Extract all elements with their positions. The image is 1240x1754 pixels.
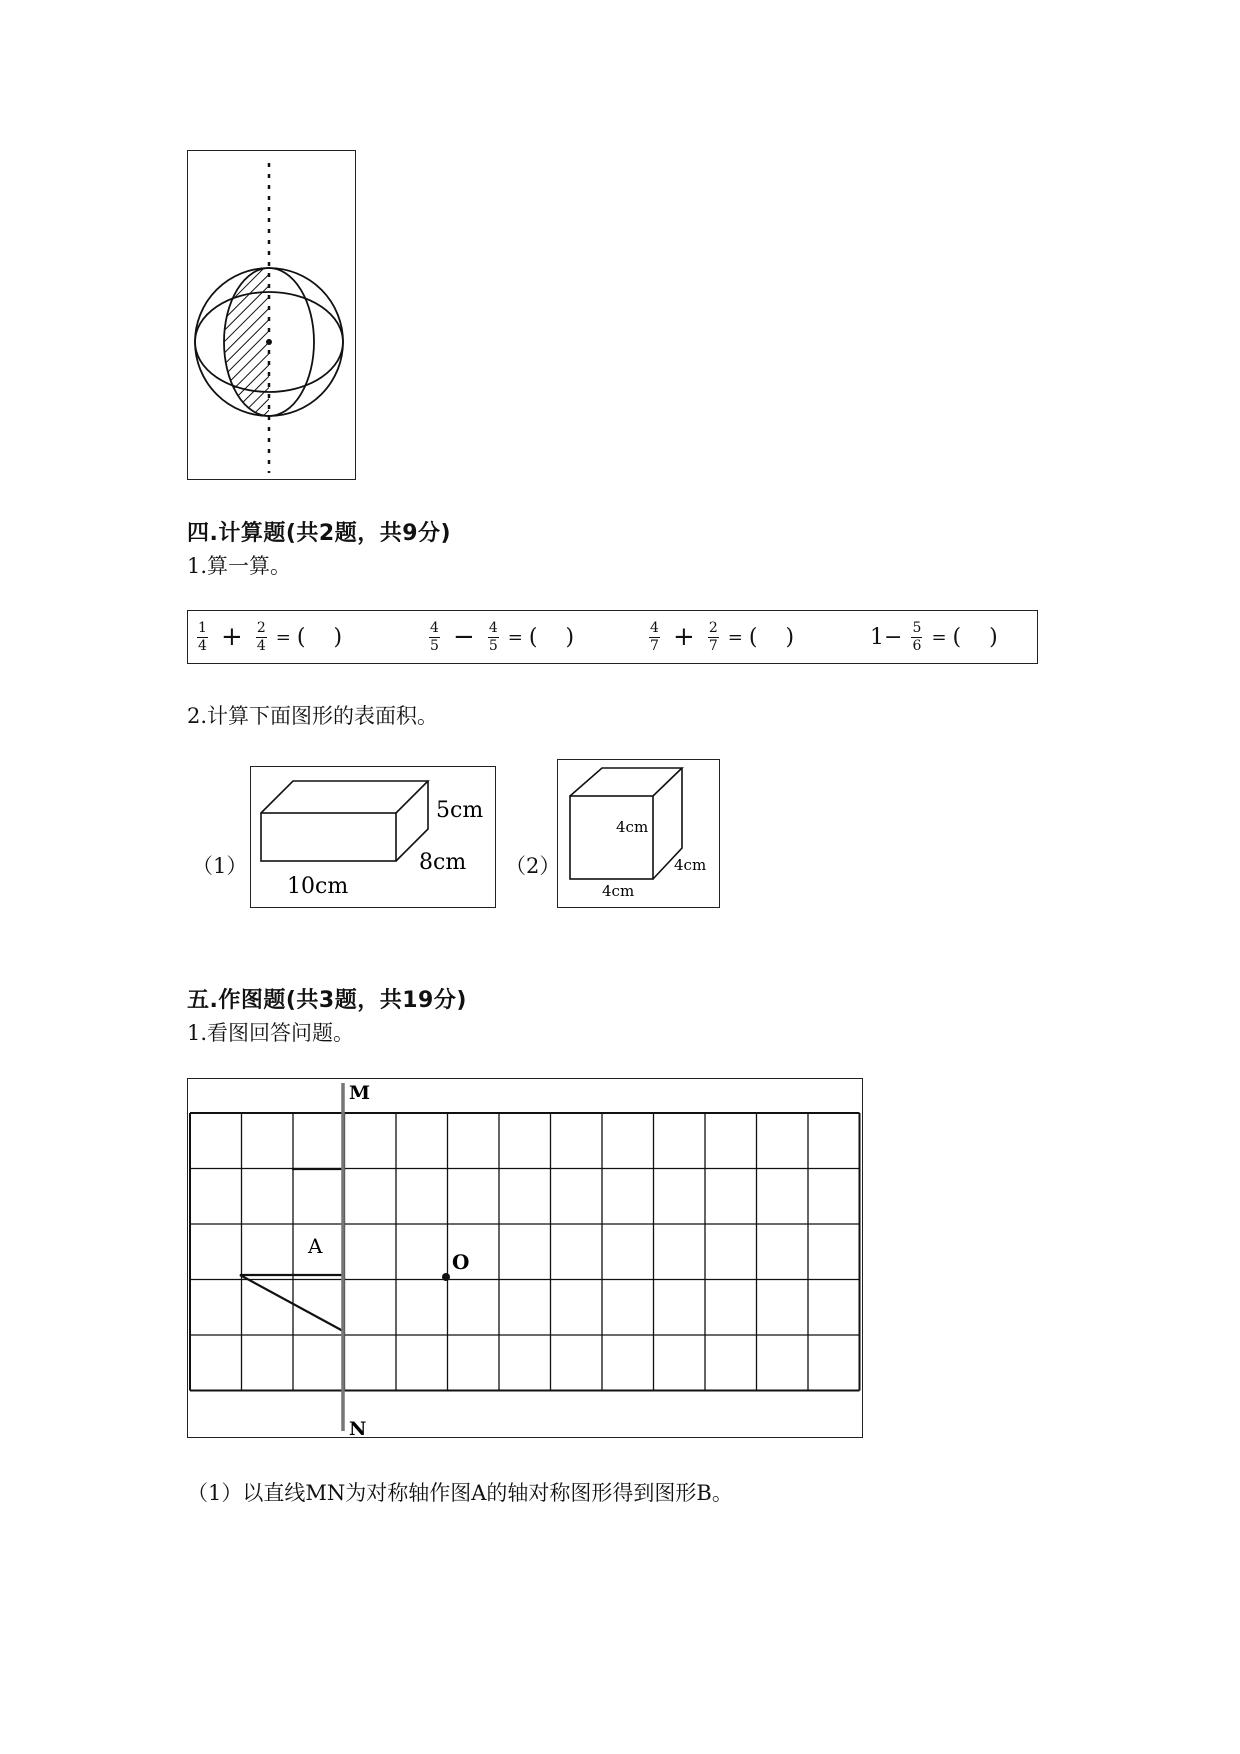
sphere-figure [187, 150, 356, 480]
answer-blank[interactable]: ( ) [952, 624, 998, 650]
cuboid-length-label: 10cm [287, 874, 349, 899]
fraction: $\frac{4}{7}$ [650, 619, 659, 654]
section-4-q2-label: 2.计算下面图形的表面积。 [187, 704, 439, 728]
answer-blank[interactable]: ( ) [748, 624, 795, 650]
label-m: M [349, 1082, 371, 1104]
fraction: $\frac{4}{5}$ [430, 619, 439, 654]
calc-item-4: 1− $\frac{5}{6}$ = ( ) [870, 619, 998, 654]
cuboid-height-label: 5cm [436, 798, 484, 823]
answer-blank[interactable]: ( ) [296, 624, 343, 650]
fraction: $\frac{2}{4}$ [256, 619, 266, 654]
calc-item-1: $\frac{1}{4}$ + $\frac{2}{4}$ = ( ) [198, 619, 343, 654]
figure-a-shape [240, 1169, 343, 1331]
fraction: $\frac{2}{7}$ [708, 619, 718, 654]
fraction: $\frac{5}{6}$ [912, 619, 922, 654]
calc-item-2: $\frac{4}{5}$ − $\frac{4}{5}$ = ( ) [430, 619, 575, 654]
label-n: N [349, 1418, 367, 1439]
answer-blank[interactable]: ( ) [528, 624, 575, 650]
calc-item-3: $\frac{4}{7}$ + $\frac{2}{7}$ = ( ) [650, 619, 795, 654]
point-o [442, 1273, 450, 1281]
section-5-heading: 五.作图题(共3题，共19分) [187, 988, 467, 1013]
cube-icon [558, 760, 721, 909]
cuboid-width-label: 8cm [419, 850, 467, 875]
section-4-q1-label: 1.算一算。 [187, 554, 292, 578]
cube-width-label: 4cm [674, 856, 707, 874]
cuboid-figure [250, 766, 496, 908]
cube-figure [557, 759, 720, 908]
section-4-heading: 四.计算题(共2题，共9分) [187, 521, 452, 546]
calc-box [187, 610, 1038, 664]
fig2-label: （2） [505, 854, 561, 878]
fraction: $\frac{1}{4}$ [198, 619, 207, 654]
cuboid-icon [251, 767, 497, 909]
point-o-label: O [452, 1250, 470, 1274]
section-5-q1-sub1: （1）以直线MN为对称轴作图A的轴对称图形得到图形B。 [187, 1481, 733, 1505]
cube-length-label: 4cm [602, 882, 635, 900]
sphere-icon [188, 151, 357, 481]
fig1-label: （1） [192, 854, 248, 878]
fraction: $\frac{4}{5}$ [488, 619, 498, 654]
cube-height-label: 4cm [616, 818, 649, 836]
section-5-q1-label: 1.看图回答问题。 [187, 1021, 355, 1045]
figure-a-label: A [308, 1234, 323, 1258]
grid-figure [187, 1078, 863, 1438]
grid-icon [188, 1079, 864, 1439]
